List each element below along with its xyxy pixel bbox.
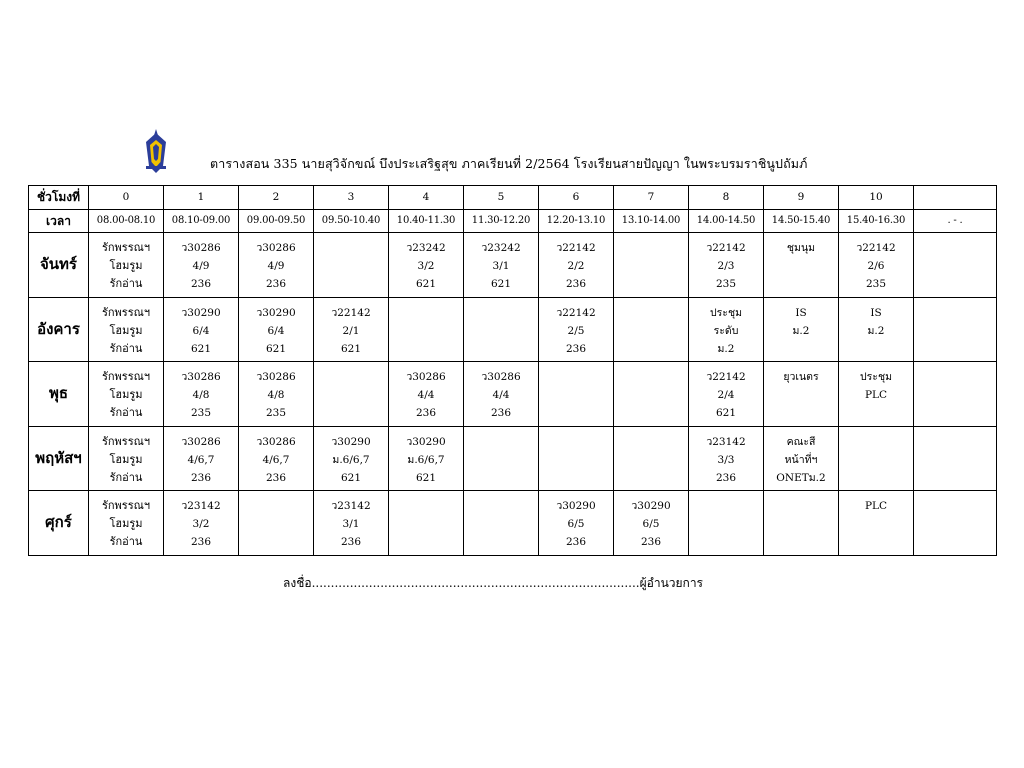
class-cell [689, 362, 764, 427]
class-info-line: 236 [565, 342, 587, 355]
time-cell: 14.00-14.50 [689, 209, 764, 233]
fixed-activity-cell [89, 426, 164, 491]
period-number-cell: 4 [389, 186, 464, 210]
class-cell [614, 491, 689, 556]
class-info-line: 236 [190, 471, 212, 484]
class-cell [839, 233, 914, 298]
class-info-line: 4/9 [267, 260, 285, 272]
time-cell: 11.30-12.20 [464, 209, 539, 233]
class-info-line: 4/6,7 [187, 453, 215, 466]
class-cell [689, 233, 764, 298]
class-info-line: 236 [640, 536, 662, 548]
signature-line: ลงชื่อ......................................................................................ผู้อำนวยการ [283, 576, 704, 590]
class-cell [314, 233, 389, 298]
class-cell [764, 297, 839, 362]
class-cell [389, 233, 464, 298]
class-cell [689, 491, 764, 556]
class-info-line: ม.6/6,7 [407, 453, 445, 466]
class-cell [389, 426, 464, 491]
class-info-line: 2/2 [567, 260, 585, 272]
fixed-activity-label: โฮมรูม [109, 517, 143, 530]
class-info-line: ONETม.2 [776, 471, 826, 484]
class-cell [839, 362, 914, 427]
class-info-line: 2/5 [567, 324, 585, 337]
time-row [29, 209, 997, 233]
class-cell [164, 362, 239, 427]
class-info-line: คณะสี [786, 435, 816, 448]
class-info-line: ว22142 [706, 242, 746, 254]
class-cell [164, 426, 239, 491]
time-cell: 09.00-09.50 [239, 209, 314, 233]
class-info-line: 621 [415, 471, 437, 484]
day-name-cell: พุธ [29, 362, 89, 427]
class-cell [164, 491, 239, 556]
fixed-activity-label: รักอ่าน [109, 406, 143, 419]
class-info-line: 4/8 [192, 389, 210, 401]
period-number-cell: 2 [239, 186, 314, 210]
class-cell [764, 426, 839, 491]
fixed-activity-label: รักพรรณฯ [101, 370, 151, 383]
class-cell [389, 297, 464, 362]
class-info-line: ม.6/6,7 [332, 453, 370, 466]
fixed-activity-label: รักพรรณฯ [101, 241, 151, 254]
class-info-line: 236 [190, 536, 212, 548]
class-info-line: 3/1 [342, 518, 360, 530]
class-cell [539, 426, 614, 491]
class-info-line: ม.2 [867, 324, 885, 337]
class-info-line: 3/2 [192, 518, 210, 530]
class-info-line: 621 [490, 278, 512, 290]
fixed-activity-label: รักอ่าน [109, 341, 143, 355]
class-info-line: ว23242 [481, 242, 521, 254]
class-cell [764, 491, 839, 556]
class-info-line: ว30286 [181, 242, 221, 254]
fixed-activity-label: รักพรรณฯ [101, 499, 151, 512]
class-info-line: 621 [715, 407, 737, 419]
class-info-line: 6/5 [567, 518, 585, 530]
class-cell [464, 491, 539, 556]
class-info-line: ม.2 [717, 342, 735, 355]
class-cell [614, 233, 689, 298]
class-cell [239, 362, 314, 427]
day-row [29, 426, 997, 491]
period-number-cell: 8 [689, 186, 764, 210]
class-cell [314, 297, 389, 362]
class-info-line: 236 [565, 536, 587, 548]
class-info-line: หน้าที่ฯ [784, 453, 818, 466]
class-cell [239, 297, 314, 362]
fixed-activity-label: รักอ่าน [109, 277, 143, 290]
class-info-line: 235 [865, 278, 887, 290]
class-info-line: ว22142 [556, 242, 596, 254]
day-name-cell: ศุกร์ [29, 491, 89, 556]
fixed-activity-label: โฮมรูม [109, 452, 143, 466]
fixed-activity-label: รักพรรณฯ [101, 305, 151, 319]
class-info-line: 621 [265, 342, 287, 355]
period-number-cell: 0 [89, 186, 164, 210]
class-cell [764, 233, 839, 298]
class-cell [464, 233, 539, 298]
class-info-line: 236 [265, 278, 287, 290]
day-row [29, 362, 997, 427]
class-cell [239, 233, 314, 298]
class-info-line: 2/1 [342, 324, 360, 337]
class-info-line: 4/6,7 [262, 453, 290, 466]
class-info-line: ว30286 [406, 371, 446, 383]
day-name-cell: อังคาร [29, 297, 89, 362]
class-cell [464, 362, 539, 427]
time-cell: 09.50-10.40 [314, 209, 389, 233]
class-info-line: ว30290 [631, 500, 671, 512]
period-header-row [29, 186, 997, 210]
class-cell [239, 491, 314, 556]
class-info-line: ชุมนุม [786, 242, 816, 254]
period-number-cell [914, 186, 997, 210]
class-info-line: ว30290 [256, 306, 296, 319]
class-cell [539, 362, 614, 427]
class-info-line: ว23142 [181, 500, 221, 512]
page-title: ตารางสอน 335 นายสุวิจักขณ์ บึงประเสริฐสุข ภาคเรียนที่ 2/2564 โรงเรียนสายปัญญา ในพระบรมราชินูปถัมภ์ [210, 156, 808, 171]
class-info-line: 621 [340, 342, 362, 355]
class-info-line: 2/6 [867, 260, 885, 272]
class-cell [314, 426, 389, 491]
class-info-line: ว23242 [406, 242, 446, 254]
class-info-line: IS [795, 306, 807, 319]
class-cell [914, 297, 997, 362]
class-info-line: 236 [265, 471, 287, 484]
class-info-line: 621 [415, 278, 437, 290]
class-info-line: ยุวเนตร [783, 371, 819, 383]
class-info-line: 236 [190, 278, 212, 290]
class-info-line: ว22142 [556, 306, 596, 319]
day-name-cell: พฤหัสฯ [29, 426, 89, 491]
class-cell [689, 297, 764, 362]
fixed-activity-label: รักพรรณฯ [101, 434, 151, 448]
class-info-line: ว30290 [181, 306, 221, 319]
class-info-line: 4/8 [267, 389, 285, 401]
class-cell [539, 233, 614, 298]
class-info-line: ว22142 [331, 306, 371, 319]
class-cell [239, 426, 314, 491]
class-cell [539, 297, 614, 362]
class-info-line: 6/4 [267, 324, 285, 337]
class-cell [389, 362, 464, 427]
fixed-activity-cell [89, 491, 164, 556]
period-header-label: ชั่วโมงที่ [29, 186, 89, 210]
day-name-cell: จันทร์ [29, 233, 89, 298]
class-info-line: 236 [565, 278, 587, 290]
class-info-line: 2/4 [717, 389, 735, 401]
class-info-line: 6/5 [642, 518, 660, 530]
class-info-line: ระดับ [713, 324, 739, 337]
time-cell: 15.40-16.30 [839, 209, 914, 233]
class-info-line: 3/1 [492, 260, 510, 272]
time-cell: 12.20-13.10 [539, 209, 614, 233]
class-info-line: 3/2 [417, 260, 435, 272]
period-number-cell: 9 [764, 186, 839, 210]
time-cell: . - . [914, 209, 997, 233]
period-number-cell: 10 [839, 186, 914, 210]
period-number-cell: 7 [614, 186, 689, 210]
class-cell [464, 426, 539, 491]
class-info-line: ว30290 [406, 435, 446, 448]
class-info-line: ว30286 [181, 371, 221, 383]
fixed-activity-cell [89, 233, 164, 298]
period-number-cell: 3 [314, 186, 389, 210]
class-cell [314, 362, 389, 427]
class-info-line: PLC [864, 500, 888, 512]
class-info-line: 2/3 [717, 260, 735, 272]
class-cell [839, 426, 914, 491]
time-cell: 08.00-08.10 [89, 209, 164, 233]
time-row-label: เวลา [29, 209, 89, 233]
time-cell: 10.40-11.30 [389, 209, 464, 233]
fixed-activity-cell [89, 297, 164, 362]
class-info-line: 4/9 [192, 260, 210, 272]
class-cell [764, 362, 839, 427]
class-info-line: ม.2 [792, 324, 810, 337]
class-cell [164, 297, 239, 362]
fixed-activity-cell [89, 362, 164, 427]
fixed-activity-label: โฮมรูม [109, 323, 143, 337]
class-info-line: 6/4 [192, 324, 210, 337]
period-number-cell: 5 [464, 186, 539, 210]
class-cell [914, 362, 997, 427]
class-info-line: ว30286 [256, 371, 296, 383]
class-info-line: ว30286 [256, 435, 296, 448]
class-cell [689, 426, 764, 491]
period-number-cell: 1 [164, 186, 239, 210]
class-info-line: ว22142 [706, 371, 746, 383]
class-cell [914, 426, 997, 491]
class-info-line: PLC [864, 389, 888, 401]
class-cell [839, 491, 914, 556]
class-info-line: ว30286 [481, 371, 521, 383]
period-number-cell: 6 [539, 186, 614, 210]
time-cell: 13.10-14.00 [614, 209, 689, 233]
time-cell: 14.50-15.40 [764, 209, 839, 233]
class-info-line: ว30290 [556, 500, 596, 512]
class-info-line: 236 [340, 536, 362, 548]
class-info-line: 236 [415, 407, 437, 419]
class-info-line: 621 [190, 342, 212, 355]
class-info-line: ว23142 [706, 435, 746, 448]
fixed-activity-label: รักอ่าน [109, 535, 143, 548]
schedule-table [28, 185, 997, 556]
class-cell [614, 362, 689, 427]
class-info-line: 621 [340, 471, 362, 484]
class-info-line: ประชุม [860, 371, 892, 383]
page-header [140, 128, 840, 176]
day-row [29, 233, 997, 298]
class-cell [839, 297, 914, 362]
fixed-activity-label: รักอ่าน [109, 470, 143, 484]
day-row [29, 297, 997, 362]
class-cell [914, 233, 997, 298]
class-info-line: 235 [715, 278, 737, 290]
class-info-line: 236 [490, 407, 512, 419]
class-info-line: 4/4 [417, 389, 435, 401]
class-cell [464, 297, 539, 362]
school-crest-icon [142, 128, 170, 174]
class-info-line: ว30286 [256, 242, 296, 254]
class-info-line: ประชุม [710, 306, 742, 319]
class-cell [614, 426, 689, 491]
class-info-line: 235 [265, 407, 287, 419]
class-cell [914, 491, 997, 556]
time-cell: 08.10-09.00 [164, 209, 239, 233]
class-info-line: 236 [715, 471, 737, 484]
class-info-line: ว30290 [331, 435, 371, 448]
class-info-line: 3/3 [717, 453, 735, 466]
fixed-activity-label: โฮมรูม [109, 388, 143, 401]
class-info-line: ว22142 [856, 242, 896, 254]
class-info-line: ว23142 [331, 500, 371, 512]
class-info-line: 235 [190, 407, 212, 419]
class-cell [164, 233, 239, 298]
day-row [29, 491, 997, 556]
class-info-line: 4/4 [492, 389, 510, 401]
class-cell [614, 297, 689, 362]
fixed-activity-label: โฮมรูม [109, 259, 143, 272]
class-info-line: IS [870, 306, 882, 319]
class-info-line: ว30286 [181, 435, 221, 448]
class-cell [539, 491, 614, 556]
class-cell [389, 491, 464, 556]
class-cell [314, 491, 389, 556]
